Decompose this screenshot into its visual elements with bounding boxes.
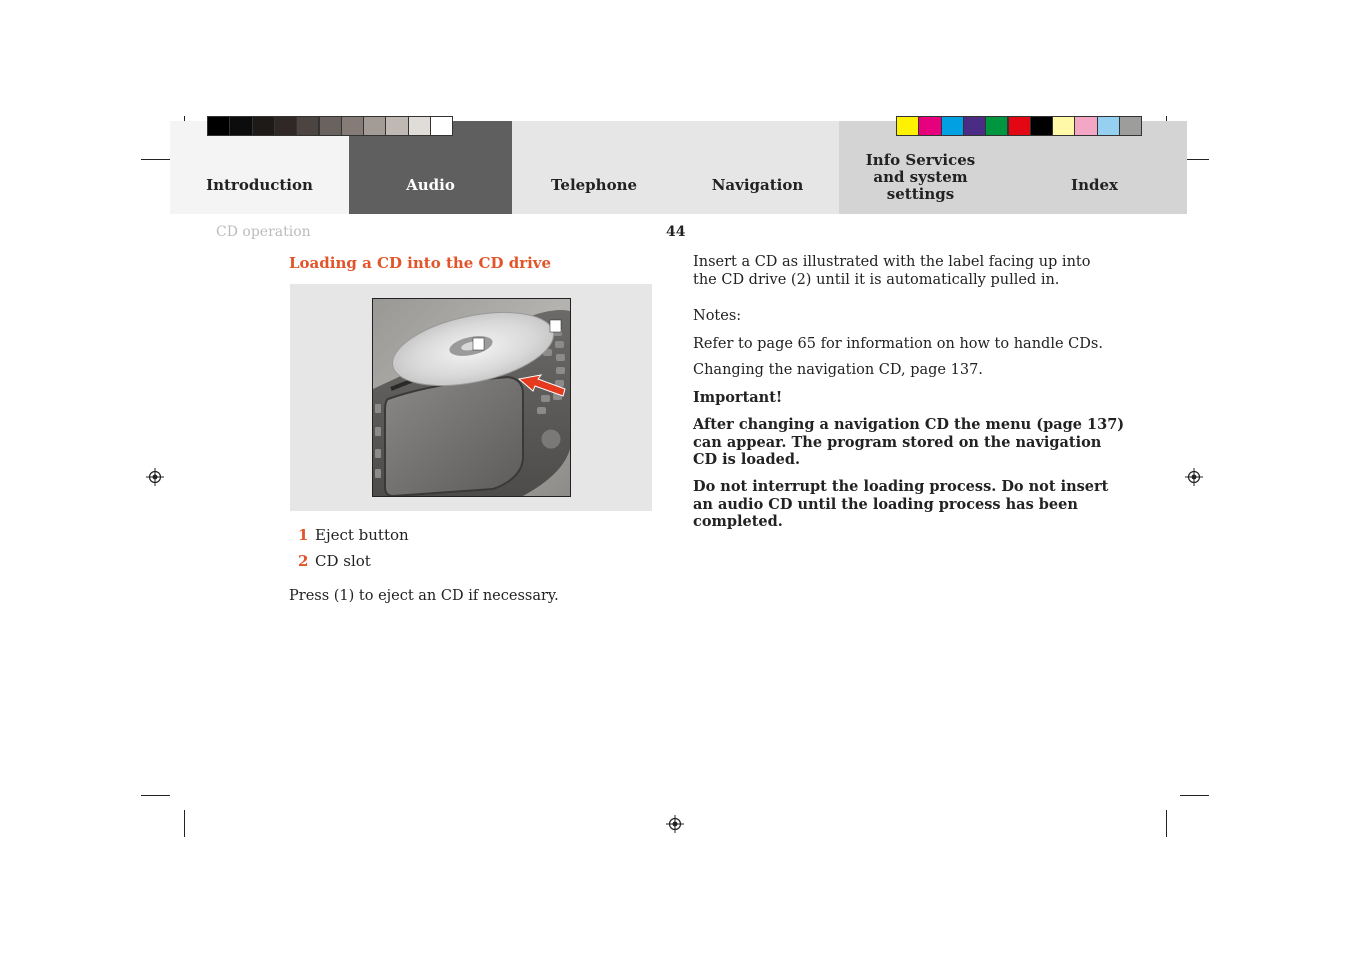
crop-mark-bottom-left-h <box>141 795 170 796</box>
cd-drive-image <box>373 299 570 496</box>
legend-number: 2 <box>298 552 309 570</box>
crop-mark-bottom-right-v <box>1166 810 1167 837</box>
color-swatch <box>1119 116 1142 136</box>
tab-telephone[interactable]: Telephone <box>512 121 676 214</box>
registration-mark-icon <box>146 468 164 486</box>
tab-introduction[interactable]: Introduction <box>170 121 349 214</box>
cd-drive-illustration <box>372 298 571 497</box>
color-swatch <box>319 116 342 136</box>
color-swatch <box>408 116 431 136</box>
important-line: CD is loaded. <box>693 451 801 468</box>
legend-item-cd-slot <box>298 552 371 570</box>
important-line: an audio CD until the loading process has been <box>693 495 1078 513</box>
page-number: 44 <box>666 224 686 240</box>
important-line: After changing a navigation CD the menu (page 137) <box>693 416 1125 433</box>
section-heading: Loading a CD into the CD drive <box>289 254 552 272</box>
crop-mark-bottom-right-h <box>1180 795 1209 796</box>
color-swatch <box>1030 116 1053 136</box>
color-swatch <box>207 116 230 136</box>
notes-label: Notes: <box>693 308 742 324</box>
legend-text: Eject button <box>315 526 409 544</box>
color-swatch <box>363 116 386 136</box>
color-swatch <box>252 116 275 136</box>
crop-mark-bottom-left-v <box>184 810 185 837</box>
color-swatch <box>1052 116 1075 136</box>
important-line: completed. <box>693 513 783 530</box>
tab-index[interactable]: Index <box>1002 121 1187 214</box>
note-navigation-cd: Changing the navigation CD, page 137. <box>693 362 983 378</box>
section-title: CD operation <box>216 224 311 240</box>
important-line: Do not interrupt the loading process. Do not insert <box>693 478 1109 495</box>
press-instruction: Press (1) to eject an CD if necessary. <box>289 588 559 604</box>
color-swatch <box>985 116 1008 136</box>
legend-item-eject-button <box>298 526 409 544</box>
color-swatch <box>274 116 297 136</box>
important-line: can appear. The program stored on the navigation <box>693 433 1102 451</box>
color-swatch <box>385 116 408 136</box>
color-swatch <box>430 116 453 136</box>
tab-info-services-label: Info Services and system settings <box>865 151 976 203</box>
important-paragraph-1 <box>693 416 1124 469</box>
tab-audio[interactable]: Audio <box>349 121 512 214</box>
tab-navigation[interactable]: Navigation <box>676 121 839 214</box>
color-swatch <box>1008 116 1031 136</box>
color-swatch <box>1074 116 1097 136</box>
color-swatch <box>918 116 941 136</box>
registration-mark-icon <box>666 815 684 833</box>
color-swatch <box>229 116 252 136</box>
intro-line: Insert a CD as illustrated with the label facing up into <box>693 254 1091 270</box>
crop-mark-top-left-h <box>141 159 170 160</box>
color-swatch <box>1097 116 1120 136</box>
important-paragraph-2 <box>693 478 1108 531</box>
color-swatch <box>341 116 364 136</box>
color-swatch <box>941 116 964 136</box>
color-swatch <box>896 116 919 136</box>
important-label: Important! <box>693 389 783 406</box>
color-swatch <box>296 116 319 136</box>
registration-mark-icon <box>1185 468 1203 486</box>
intro-paragraph <box>693 254 1090 289</box>
color-swatch <box>963 116 986 136</box>
legend-text: CD slot <box>315 552 371 570</box>
note-cd-handling: Refer to page 65 for information on how to handle CDs. <box>693 336 1103 352</box>
legend-number: 1 <box>298 526 309 544</box>
intro-line: the CD drive (2) until it is automatically pulled in. <box>693 271 1060 288</box>
